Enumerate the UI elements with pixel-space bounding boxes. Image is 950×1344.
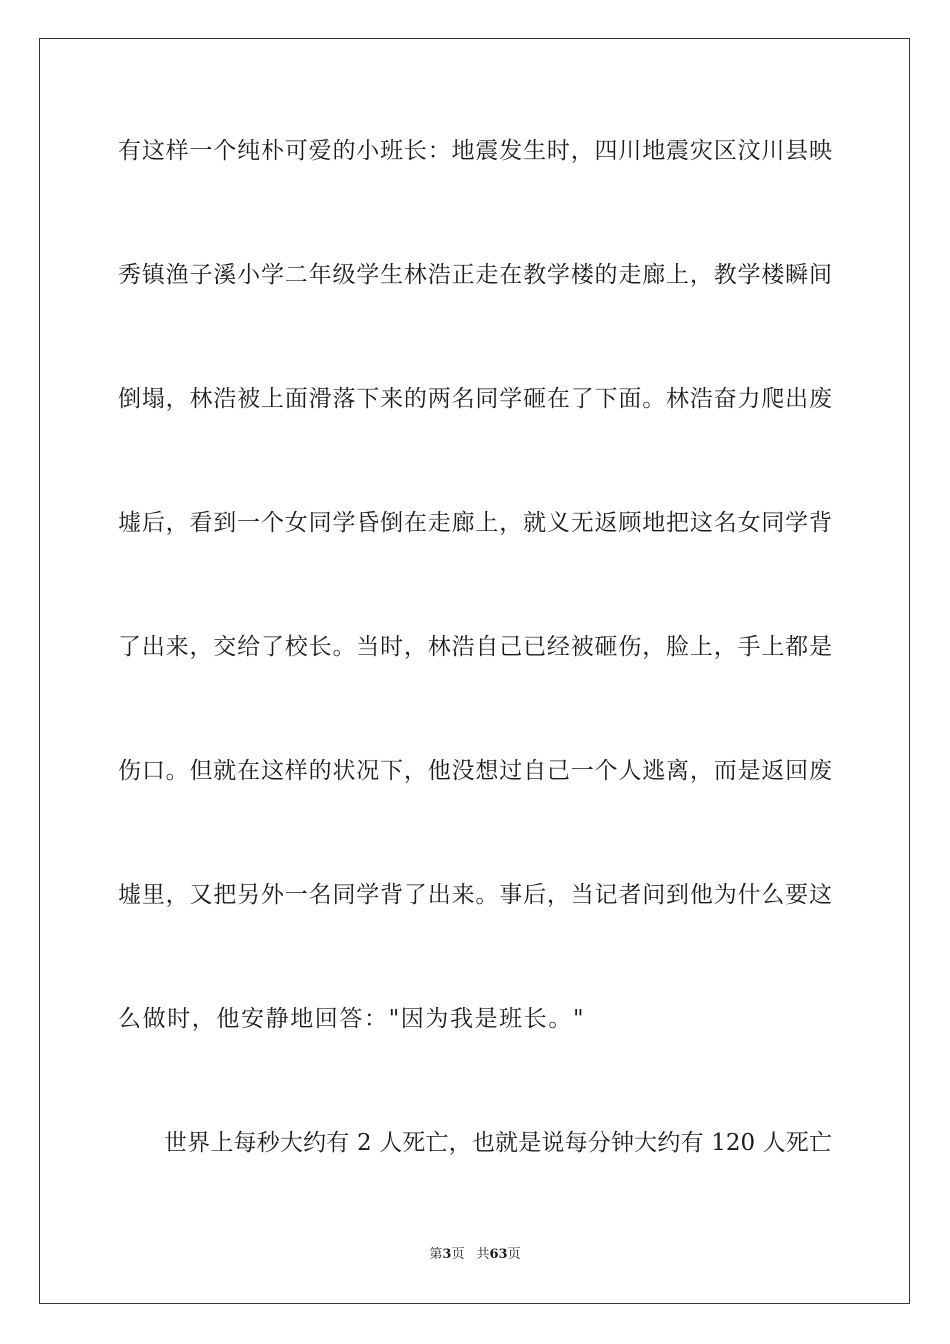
- text-line-9: 世界上每秒大约有 2 人死亡，也就是说每分钟大约有 120 人死亡: [164, 1130, 832, 1156]
- text-line-5: 了出来，交给了校长。当时，林浩自己已经被砸伤，脸上，手上都是: [118, 634, 832, 660]
- footer-total-pages: 63: [489, 1247, 508, 1262]
- footer-total-prefix: 共: [476, 1247, 490, 1262]
- footer-total-suffix: 页: [507, 1247, 521, 1262]
- text-line-2: 秀镇渔子溪小学二年级学生林浩正走在教学楼的走廊上，教学楼瞬间: [118, 262, 832, 288]
- text-line-8: 么做时，他安静地回答："因为我是班长。": [118, 1006, 586, 1032]
- text-line-3: 倒塌，林浩被上面滑落下来的两名同学砸在了下面。林浩奋力爬出废: [118, 386, 832, 412]
- footer-page-number: 3: [442, 1247, 452, 1262]
- footer-page-prefix: 第: [429, 1247, 443, 1262]
- footer-page-suffix: 页: [451, 1247, 465, 1262]
- page-footer: [0, 1246, 950, 1264]
- text-line-1: 有这样一个纯朴可爱的小班长：地震发生时，四川地震灾区汶川县映: [118, 138, 832, 164]
- text-line-7: 墟里，又把另外一名同学背了出来。事后，当记者问到他为什么要这: [118, 882, 832, 908]
- text-line-4: 墟后，看到一个女同学昏倒在走廊上，就义无返顾地把这名女同学背: [118, 510, 832, 536]
- page-border: [39, 38, 910, 1304]
- text-line-6: 伤口。但就在这样的状况下，他没想过自己一个人逃离，而是返回废: [118, 758, 832, 784]
